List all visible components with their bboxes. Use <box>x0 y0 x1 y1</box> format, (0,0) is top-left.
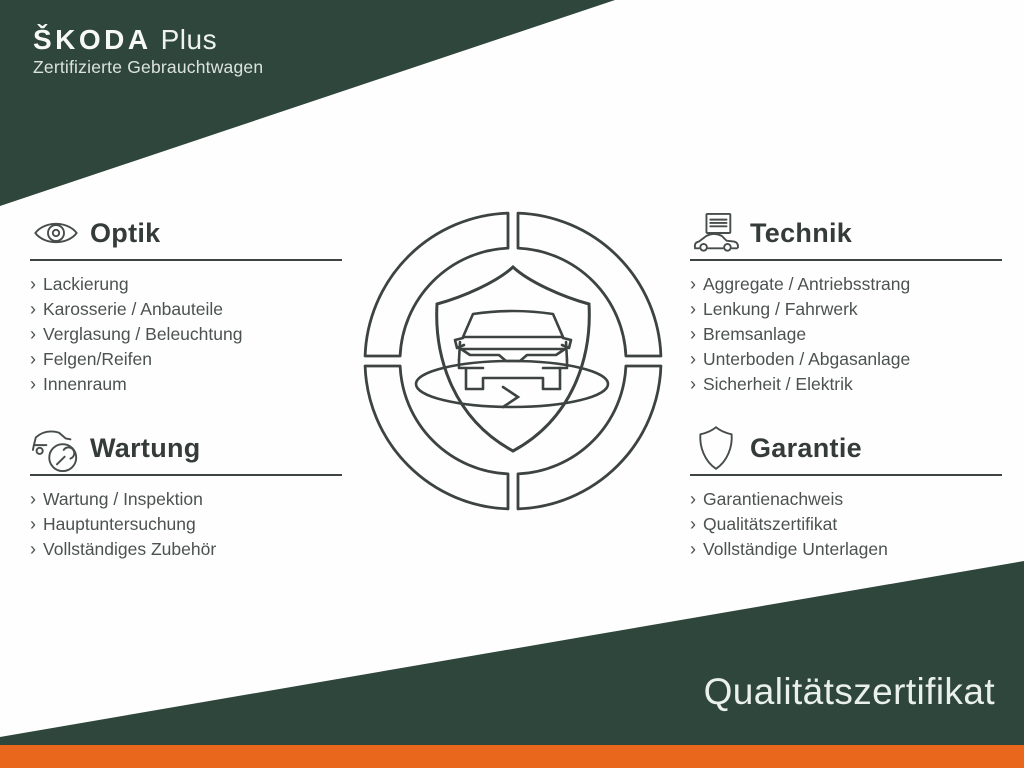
chevron-bullet: › <box>30 514 36 534</box>
list-item: › Lackierung <box>30 272 342 297</box>
section-divider <box>30 474 342 476</box>
section-title: Optik <box>90 217 161 248</box>
section-garantie <box>690 424 1002 562</box>
chevron-bullet: › <box>30 489 36 509</box>
list-item: › Vollständige Unterlagen <box>690 537 1002 562</box>
list-item: › Innenraum <box>30 372 342 397</box>
car-wrench-icon <box>30 422 82 474</box>
section-item-list <box>30 487 342 562</box>
list-item: › Karosserie / Anbauteile <box>30 297 342 322</box>
section-item-list <box>30 272 342 397</box>
list-item: › Wartung / Inspektion <box>30 487 342 512</box>
orange-accent-bar <box>0 745 1024 768</box>
skoda-plus-logo <box>33 26 263 77</box>
section-title: Garantie <box>750 432 862 463</box>
list-item: › Sicherheit / Elektrik <box>690 372 1002 397</box>
chevron-bullet: › <box>690 374 696 394</box>
chevron-bullet: › <box>690 514 696 534</box>
list-item: › Garantienachweis <box>690 487 1002 512</box>
shield-icon <box>690 425 742 471</box>
list-item: › Hauptuntersuchung <box>30 512 342 537</box>
chevron-bullet: › <box>690 489 696 509</box>
car-checklist-icon <box>690 212 742 254</box>
list-item: › Verglasung / Beleuchtung <box>30 322 342 347</box>
section-item-list <box>690 272 1002 397</box>
list-item: › Unterboden / Abgasanlage <box>690 347 1002 372</box>
section-optik <box>30 209 342 397</box>
chevron-bullet: › <box>30 274 36 294</box>
logo-plus: Plus <box>160 24 218 55</box>
chevron-bullet: › <box>690 324 696 344</box>
list-item: › Lenkung / Fahrwerk <box>690 297 1002 322</box>
list-item: › Bremsanlage <box>690 322 1002 347</box>
list-item: › Vollständiges Zubehör <box>30 537 342 562</box>
chevron-bullet: › <box>690 349 696 369</box>
car-front-icon <box>455 311 571 389</box>
section-divider <box>690 474 1002 476</box>
section-item-list <box>690 487 1002 562</box>
eye-icon <box>30 217 82 249</box>
footer-title: Qualitätszertifikat <box>703 671 995 712</box>
chevron-bullet: › <box>30 324 36 344</box>
list-item: › Qualitätszertifikat <box>690 512 1002 537</box>
chevron-bullet: › <box>30 299 36 319</box>
list-item: › Aggregate / Antriebsstrang <box>690 272 1002 297</box>
chevron-bullet: › <box>30 374 36 394</box>
chevron-bullet: › <box>690 299 696 319</box>
list-item: › Felgen/Reifen <box>30 347 342 372</box>
chevron-bullet: › <box>690 539 696 559</box>
section-title: Wartung <box>90 432 201 463</box>
logo-tagline: Zertifizierte Gebrauchtwagen <box>33 57 264 77</box>
chevron-bullet: › <box>30 539 36 559</box>
section-technik <box>690 209 1002 397</box>
section-divider <box>690 259 1002 261</box>
chevron-bullet: › <box>30 349 36 369</box>
section-title: Technik <box>750 217 853 248</box>
logo-wordmark: ŠKODA <box>33 24 152 55</box>
section-divider <box>30 259 342 261</box>
chevron-bullet: › <box>690 274 696 294</box>
car-shield-emblem <box>360 208 666 514</box>
section-wartung <box>30 424 342 562</box>
